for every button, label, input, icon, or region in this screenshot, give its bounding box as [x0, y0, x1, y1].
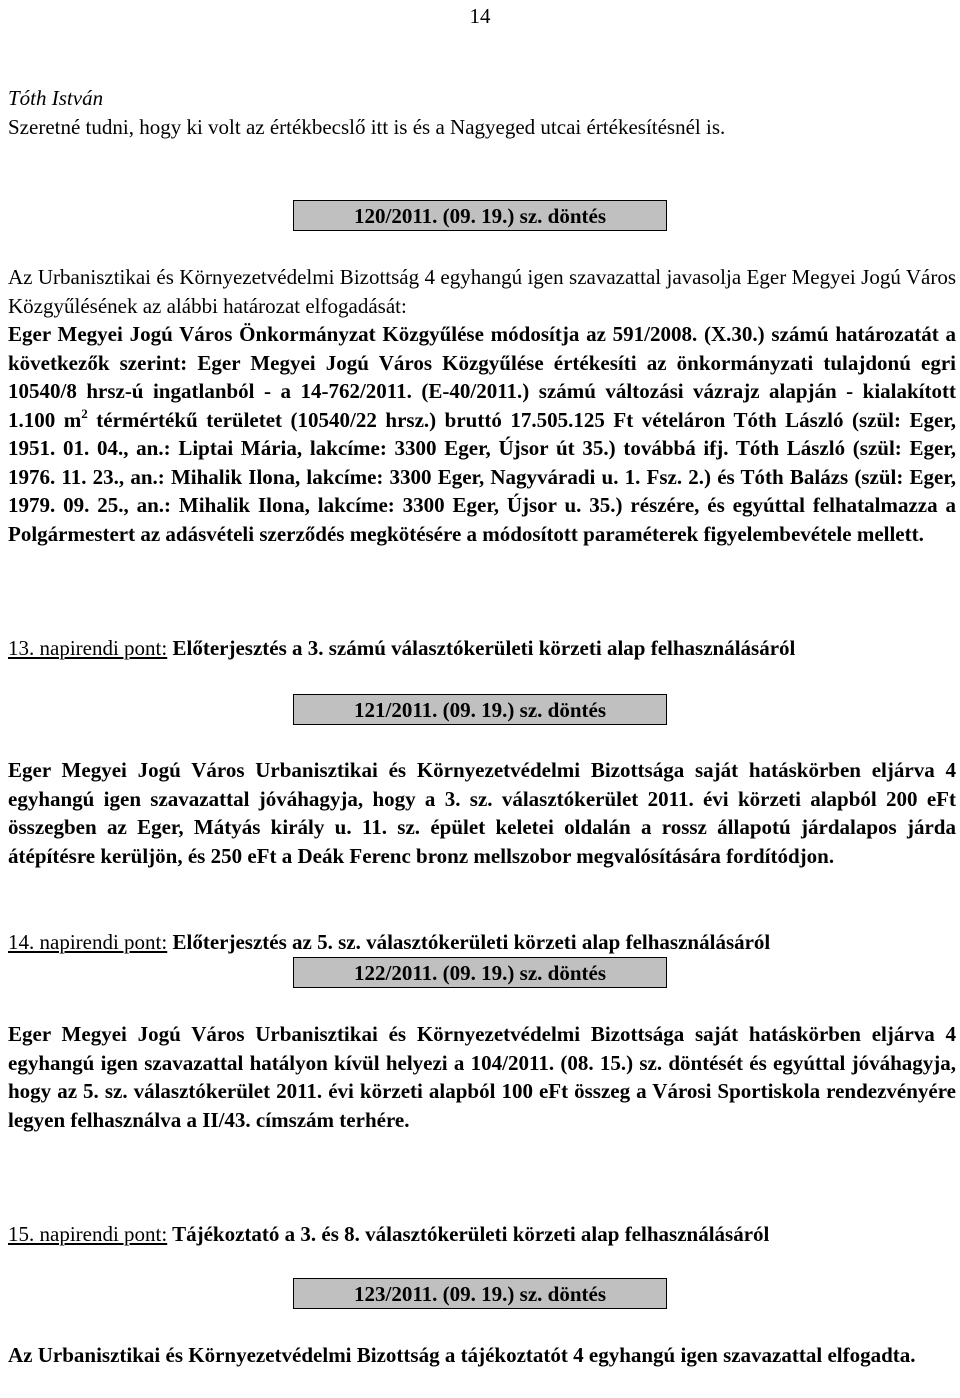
- agenda-14-title: Előterjesztés az 5. sz. választókerületi körzeti alap felhasználásáról: [167, 930, 771, 954]
- agenda-15-prefix: 15. napirendi pont:: [8, 1222, 168, 1246]
- agenda-item-14: [8, 928, 770, 957]
- agenda-item-13: [8, 634, 795, 663]
- decision-120-body-a: Eger Megyei Jogú Város Önkormányzat Közgyűlése módosítja az 591/2008. (X.30.) számú határozatát a következők szerint: Eger Megyei Jogú Város Közgyűlése értékesíti az önkormányzati tulajdonú egri 10540/8 hrsz-ú ingatlanból - a 14-762/2011. (E-40/2011.) számú változási vázrajz alapján - kialakított 1.100 m: [8, 322, 956, 432]
- decision-121-text: Eger Megyei Jogú Város Urbanisztikai és Környezetvédelmi Bizottsága saját hatáskörben eljárva 4 egyhangú igen szavazattal jóváhagyja, hogy a 3. sz. választókerület 2011. évi körzeti alapból 200 eFt összegben az Eger, Mátyás király u. 11. sz. épület keletei oldalán a rossz állapotú járdalapos járda átépítésre kerüljön, és 250 eFt a Deák Ferenc bronz mellszobor megvalósítására fordítódjon.: [8, 758, 956, 868]
- question-section: [8, 84, 956, 141]
- question-text: Szeretné tudni, hogy ki volt az értékbecslő itt is és a Nagyeged utcai értékesítésnél is.: [8, 114, 726, 139]
- decision-120-body-b: térmértékű területet (10540/22 hrsz.) bruttó 17.505.125 Ft vételáron Tóth László (szül: Eger, 1951. 01. 04., an.: Liptai Mária, lakcíme: 3300 Eger, Újsor út 35.) továbbá ifj. Tóth László (szül: Eger, 1976. 11. 23., an.: Mihalik Ilona, lakcíme: 3300 Eger, Nagyváradi u. 1. Fsz. 2.) és Tóth Balázs (szül: Eger, 1979. 09. 25., an.: Mihalik Ilona, lakcíme: 3300 Eger, Újsor u. 35.) részére, és egyúttal felhatalmazza a Polgármestert az adásvételi szerződés megkötésére a módosított paraméterek figyelembevétele mellett.: [8, 407, 956, 546]
- page-number: 14: [469, 4, 491, 28]
- decision-120-label: 120/2011. (09. 19.) sz. döntés: [293, 200, 667, 231]
- decision-123-text: Az Urbanisztikai és Környezetvédelmi Bizottság a tájékoztatót 4 egyhangú igen szavazattal elfogadta.: [8, 1343, 916, 1367]
- decision-120-intro: Az Urbanisztikai és Környezetvédelmi Bizottság 4 egyhangú igen szavazattal javasolja Eger Megyei Jogú Város Közgyűlésének az alábbi határozat elfogadását:: [8, 265, 956, 318]
- agenda-13-prefix: 13. napirendi pont:: [8, 636, 168, 660]
- agenda-item-15: [8, 1220, 769, 1249]
- area-unit-superscript: 2: [81, 405, 88, 421]
- questioner-name: Tóth István: [8, 86, 104, 110]
- decision-123-label: 123/2011. (09. 19.) sz. döntés: [293, 1278, 667, 1309]
- decision-120-body: [8, 320, 956, 548]
- agenda-14-prefix: 14. napirendi pont:: [8, 930, 168, 954]
- decision-122-text: Eger Megyei Jogú Város Urbanisztikai és Környezetvédelmi Bizottsága saját hatáskörben eljárva 4 egyhangú igen szavazattal hatályon kívül helyezi a 104/2011. (08. 15.) sz. döntését és egyúttal jóváhagyja, hogy az 5. sz. választókerület 2011. évi körzeti alapból 100 eFt összeg a Városi Sportiskola rendezvényére legyen felhasználva a II/43. címszám terhére.: [8, 1022, 956, 1132]
- agenda-15-title: Tájékoztató a 3. és 8. választókerületi körzeti alap felhasználásáról: [167, 1222, 770, 1246]
- decision-122-label: 122/2011. (09. 19.) sz. döntés: [293, 957, 667, 988]
- decision-121-label: 121/2011. (09. 19.) sz. döntés: [293, 694, 667, 725]
- agenda-13-title: Előterjesztés a 3. számú választókerületi körzeti alap felhasználásáról: [167, 636, 796, 660]
